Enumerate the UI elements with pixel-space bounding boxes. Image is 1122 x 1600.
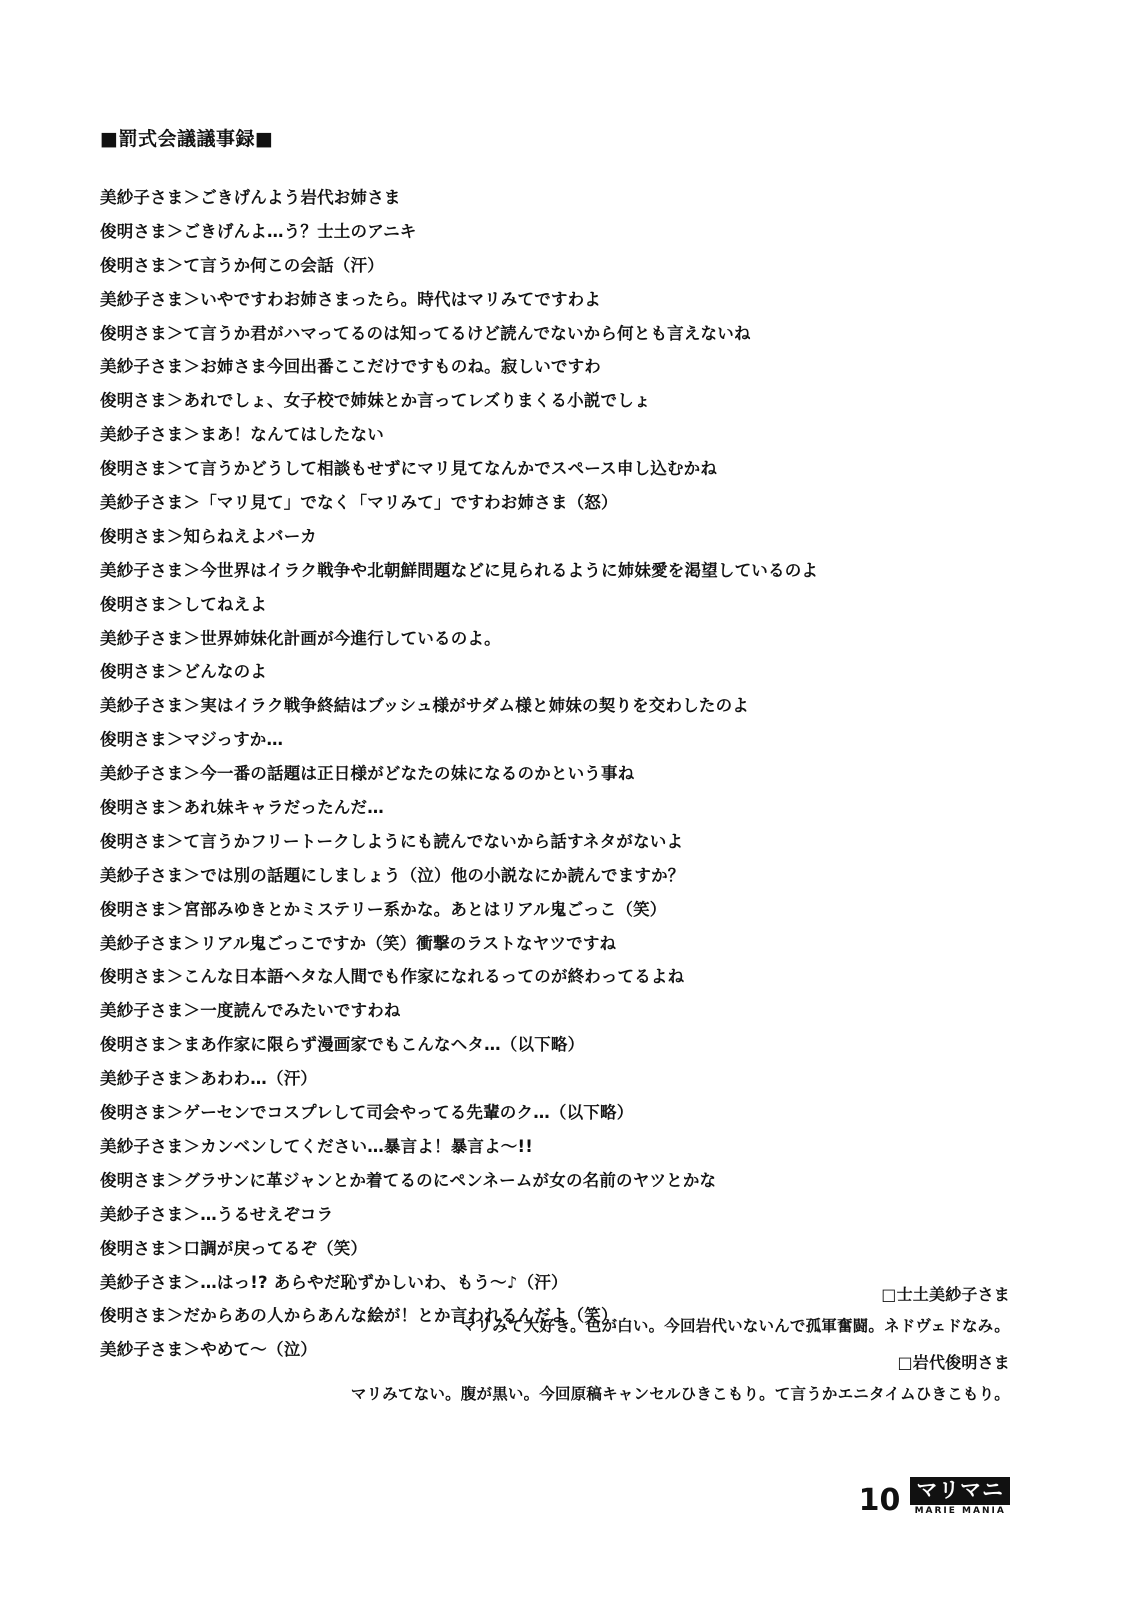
log-line: 俊明さま＞口調が戻ってるぞ（笑） [100,1238,368,1258]
circle-logo [910,1477,1010,1516]
log-line: 俊明さま＞マジっすか… [100,730,284,750]
log-line: 俊明さま＞あれでしょ、女子校で姉妹とか言ってレズりまくる小説でしょ [100,391,651,411]
log-line: 俊明さま＞まあ作家に限らず漫画家でもこんなヘタ…（以下略） [100,1035,585,1055]
log-line: 美紗子さま＞世界姉妹化計画が今進行しているのよ。 [100,628,501,648]
log-line: 美紗子さま＞リアル鬼ごっこですか（笑）衝撃のラストなヤツですね [100,933,617,953]
log-line: 俊明さま＞て言うか君がハマってるのは知ってるけど読んでないから何とも言えないね [100,323,751,343]
profile-description: マリみて大好き。色が白い。今回岩代いないんで孤軍奮闘。ネドヴェドなみ。 [460,1317,1010,1335]
log-line: 俊明さま＞宮部みゆきとかミステリー系かな。あとはリアル鬼ごっこ（笑） [100,899,667,919]
log-line: 俊明さま＞グラサンに革ジャンとか着てるのにペンネームが女の名前のヤツとかな [100,1170,717,1190]
page-footer [859,1477,1010,1516]
log-line: 美紗子さま＞…うるせえぞコラ [100,1204,334,1224]
log-line: 俊明さま＞ゲーセンでコスプレして司会やってる先輩のク…（以下略） [100,1103,634,1123]
log-line: 俊明さま＞ごきげんよ…う？士土のアニキ [100,221,417,241]
log-line: 美紗子さま＞いやですわお姉さまったら。時代はマリみてですわよ [100,289,601,309]
log-line: 美紗子さま＞あわわ…（汗） [100,1069,318,1089]
page-number: 10 [858,1483,901,1518]
log-line: 俊明さま＞て言うかフリートークしようにも読んでないから話すネタがないよ [100,831,684,851]
page-title: ■罰式会議議事録■ [100,128,274,150]
log-line: 美紗子さま＞一度読んでみたいですわね [100,1001,401,1021]
log-line: 俊明さま＞どんなのよ [100,662,267,682]
log-line: 美紗子さま＞お姉さま今回出番ここだけですものね。寂しいですわ [100,357,601,377]
log-line: 俊明さま＞してねえよ [100,594,267,614]
log-line: 美紗子さま＞まあ！なんてはしたない [100,425,384,445]
profile-name: □士土美紗子さま [881,1285,1010,1304]
log-line: 俊明さま＞て言うかどうして相談もせずにマリ見てなんかでスペース申し込むかね [100,459,718,479]
log-line: 美紗子さま＞今世界はイラク戦争や北朝鮮問題などに見られるように姉妹愛を渇望しているのよ [100,560,819,580]
log-line: 美紗子さま＞「マリ見て」でなく「マリみて」ですわお姉さま（怒） [100,493,618,513]
log-line: 俊明さま＞あれ妹キャラだったんだ… [100,798,384,818]
logo-main-text: マリマニ [910,1477,1010,1505]
chat-log [100,190,1040,1376]
log-line: 美紗子さま＞ごきげんよう岩代お姉さま [100,188,401,207]
log-line: 美紗子さま＞…はっ!? あらやだ恥ずかしいわ、もう〜♪（汗） [100,1272,568,1292]
profile-section [110,1282,1010,1418]
profile-description: マリみてない。腹が黒い。今回原稿キャンセルひきこもり。て言うかエニタイムひきこもり。 [350,1385,1010,1403]
log-line: 美紗子さま＞実はイラク戦争終結はブッシュ様がサダム様と姉妹の契りを交わしたのよ [100,696,749,716]
log-line: 美紗子さま＞やめて〜（泣） [100,1340,318,1360]
log-line: 俊明さま＞だからあの人からあんな絵が！とか言われるんだよ（笑） [100,1306,618,1326]
logo-sub-text: MARIE MANIA [914,1506,1006,1516]
log-line: 俊明さま＞知らねえよバーカ [100,526,317,546]
log-line: 美紗子さま＞では別の話題にしましょう（泣）他の小説なにか読んでますか？ [100,865,685,885]
log-line: 俊明さま＞て言うか何この会話（汗） [100,255,384,275]
profile-name: □岩代俊明さま [897,1353,1010,1372]
log-line: 美紗子さま＞カンベンしてください…暴言よ！暴言よ〜!! [100,1136,533,1156]
log-line: 美紗子さま＞今一番の話題は正日様がどなたの妹になるのかという事ね [100,764,635,784]
log-line: 俊明さま＞こんな日本語ヘタな人間でも作家になれるってのが終わってるよね [100,967,685,987]
